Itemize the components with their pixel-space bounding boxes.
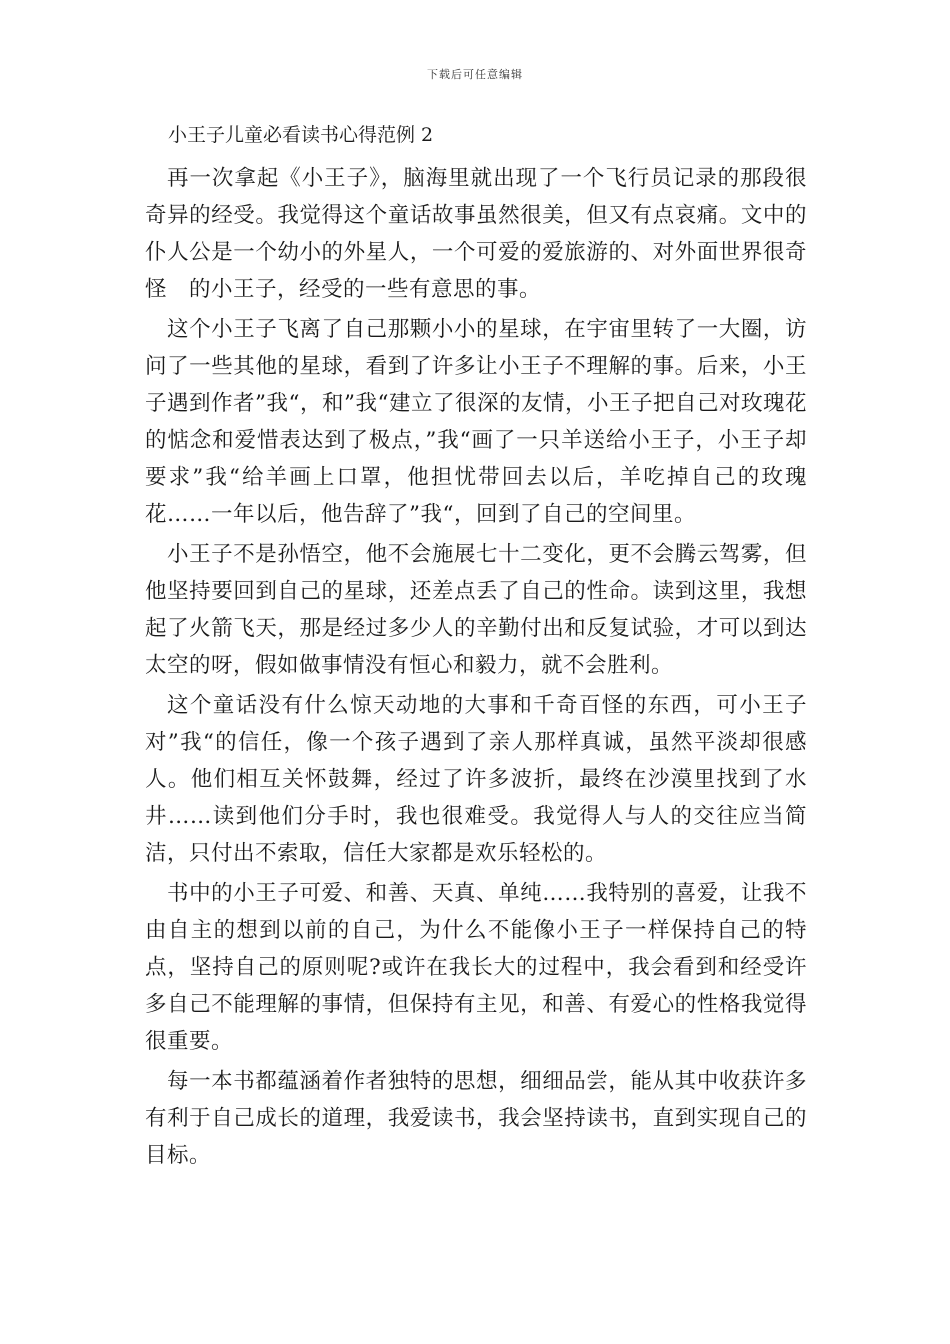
paragraph-5: 书中的小王子可爱、和善、天真、单纯……我特别的喜爱，让我不由自主的想到以前的自己，为什么不能像小王子一样保持自己的特点，坚持自己的原则呢?或许在我长大的过程中，我会看到和经受许多自己不能理解的事情，但保持有主见，和善、有爱心的性格我觉得很重要。 xyxy=(145,881,807,1054)
paragraph-3: 小王子不是孙悟空，他不会施展七十二变化，更不会腾云驾雾，但他坚持要回到自己的星球，还差点丢了自己的性命。读到这里，我想起了火箭飞天，那是经过多少人的辛勤付出和反复试验，才可以到达太空的呀，假如做事情没有恒心和毅力，就不会胜利。 xyxy=(145,542,807,678)
paragraph-2: 这个小王子飞离了自己那颗小小的星球，在宇宙里转了一大圈，访问了一些其他的星球，看到了许多让小王子不理解的事。后来，小王子遇到作者”我“，和”我“建立了很深的友情，小王子把自己对玫瑰花的惦念和爱惜表达到了极点，”我“画了一只羊送给小王子，小王子却要求”我“给羊画上口罩，他担忧带回去以后，羊吃掉自己的玫瑰花……一年以后，他告辞了”我“，回到了自己的空间里。 xyxy=(145,317,807,527)
paragraph-4: 这个童话没有什么惊天动地的大事和千奇百怪的东西，可小王子对”我“的信任，像一个孩子遇到了亲人那样真诚，虽然平淡却很感人。他们相互关怀鼓舞，经过了许多波折，最终在沙漠里找到了水井……读到他们分手时，我也很难受。我觉得人与人的交往应当简洁，只付出不索取，信任大家都是欢乐轻松的。 xyxy=(145,693,807,866)
paragraph-1: 再一次拿起《小王子》，脑海里就出现了一个飞行员记录的那段很奇异的经受。我觉得这个童话故事虽然很美，但又有点哀痛。文中的仆人公是一个幼小的外星人，一个可爱的爱旅游的、对外面世界很奇怪 的小王子，经受的一些有意思的事。 xyxy=(145,166,807,302)
paragraph-6: 每一本书都蕴涵着作者独特的思想，细细品尝，能从其中收获许多有利于自己成长的道理，我爱读书，我会坚持读书，直到实现自己的目标。 xyxy=(145,1069,807,1168)
document-body xyxy=(145,160,807,1177)
document-title: 小王子儿童必看读书心得范例 2 xyxy=(168,124,434,146)
page-header: 下载后可任意编辑 xyxy=(427,68,523,81)
